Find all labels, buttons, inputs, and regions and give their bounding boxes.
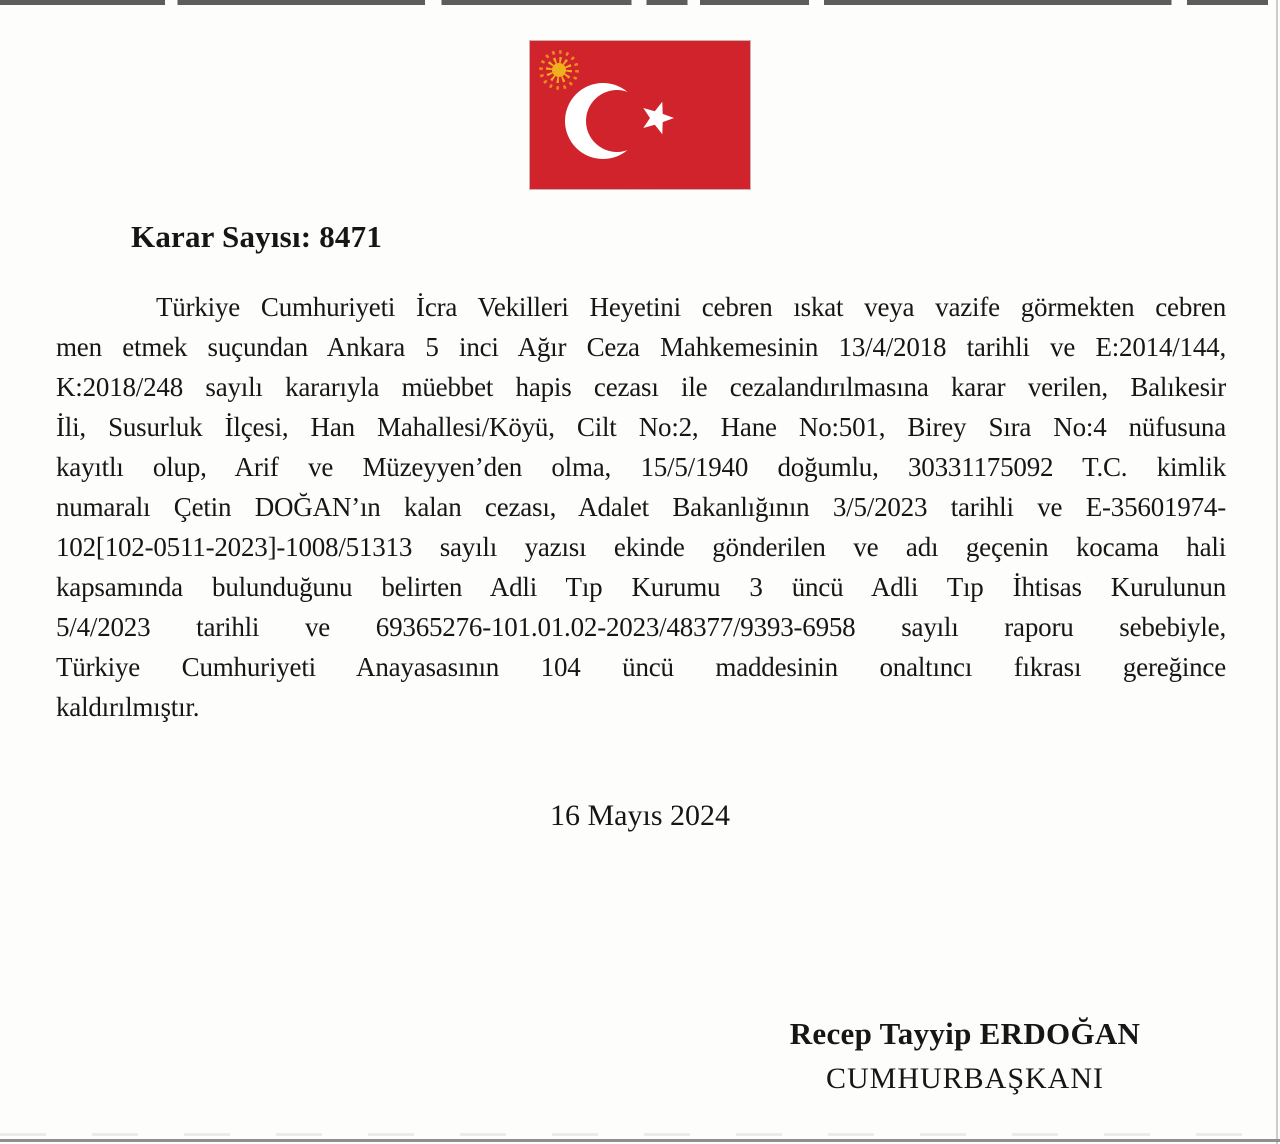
body-line: kapsamında bulunduğunu belirten Adli Tıp Kurumu 3 üncü Adli Tıp İhtisas Kurulunun [56, 572, 1226, 602]
decree-date: 16 Mayıs 2024 [550, 799, 730, 832]
body-line: Türkiye Cumhuriyeti Anayasasının 104 üncü maddesinin onaltıncı fıkrası gereğince [56, 652, 1226, 682]
body-line: numaralı Çetin DOĞAN’ın kalan cezası, Adalet Bakanlığının 3/5/2023 tarihli ve E-35601974- [56, 492, 1226, 522]
bottom-divider [0, 1139, 1280, 1142]
president-name: Recep Tayyip ERDOĞAN [789, 1016, 1141, 1051]
cropped-text-edge-artifact-bottom [0, 1133, 1280, 1136]
turkish-presidential-flag-icon [530, 41, 750, 189]
signature-block [640, 1012, 1280, 1102]
body-line: men etmek suçundan Ankara 5 inci Ağır Ceza Mahkemesinin 13/4/2018 tarihli ve E:2014/144, [56, 332, 1226, 362]
body-line: kayıtlı olup, Arif ve Müzeyyen’den olma, 15/5/1940 doğumlu, 30331175092 T.C. kimlik [56, 452, 1226, 482]
body-line: kaldırılmıştır. [56, 692, 200, 722]
president-title: CUMHURBAŞKANI [825, 1062, 1105, 1095]
body-line: 5/4/2023 tarihli ve 69365276-101.01.02-2023/48377/9393-6958 sayılı raporu sebebiyle, [56, 612, 1226, 642]
decree-body-paragraph [56, 287, 1226, 727]
scan-edge-line [1276, 0, 1278, 1144]
body-line: Türkiye Cumhuriyeti İcra Vekilleri Heyetini cebren ıskat veya vazife görmekten cebren [156, 292, 1226, 322]
cropped-text-edge-artifact [0, 0, 1268, 5]
decree-number-heading: Karar Sayısı: 8471 [131, 219, 383, 254]
body-line: 102[102-0511-2023]-1008/51313 sayılı yazısı ekinde gönderilen ve adı geçenin kocama hali [56, 532, 1226, 562]
body-line: İli, Susurluk İlçesi, Han Mahallesi/Köyü, Cilt No:2, Hane No:501, Birey Sıra No:4 nüfusuna [56, 412, 1226, 442]
body-line: K:2018/248 sayılı kararıyla müebbet hapis cezası ile cezalandırılmasına karar verilen, Balıkesir [56, 372, 1226, 402]
